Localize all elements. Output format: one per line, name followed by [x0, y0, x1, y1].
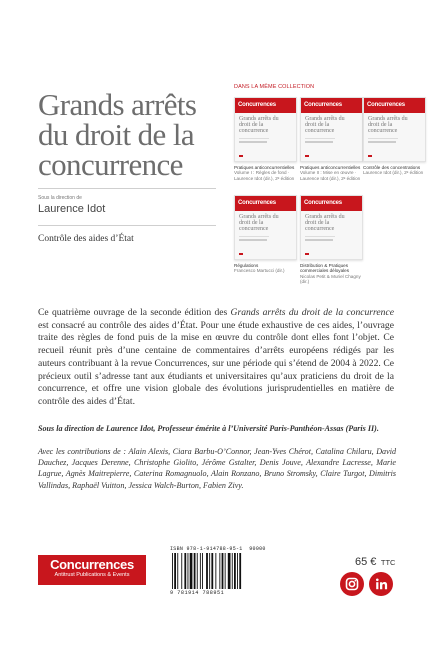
cover-rule [305, 141, 333, 143]
cover-rule [239, 141, 267, 143]
book-caption [234, 165, 297, 181]
author-name: Laurence Idot [38, 203, 106, 215]
barcode-bars [170, 552, 266, 590]
cover-mark [305, 155, 309, 157]
contributors-list: Avec les contributions de : Alain Alexis, Ciara Barbu-O’Connor, Jean-Yves Chérot, Catalina Chilaru, David Dauchez, Jacques Derenne, Christophe Giolito, Jérôme Gstalter, Denis Jouve, Alexandre Lacresse, Marie Lagrue, Agnès Maitrepierre, Caterina Romagnuolo, Alain Ronzano, Bruno Stromsky, Claire Turgot, Dimitris Vallindas, Raphaël Vuitton, Jessica Walch-Burton, Fabien Zivy. [38, 447, 396, 490]
cover-rule [239, 236, 269, 237]
collection-book [234, 97, 297, 181]
barcode [170, 546, 266, 598]
publisher-tagline: Antitrust Publications & Events [54, 572, 130, 578]
book-caption-sub: Volume II : Mise en œuvre · Laurence Idot (dir.), 2ᵉ édition [300, 170, 361, 181]
cover-rule [239, 239, 267, 241]
price [355, 552, 395, 570]
book-caption-sub: Nicolas Petit & Muriel Chagny (dir.) [300, 273, 361, 285]
book-caption-sub: Francesco Martucci (dir.) [234, 268, 285, 274]
collection-book [363, 97, 426, 176]
book-cover [363, 97, 426, 162]
price-amount: 65 € [355, 556, 377, 568]
collection-book [300, 195, 363, 285]
book-caption [234, 263, 297, 274]
cover-logo: Concurrences [367, 102, 405, 108]
instagram-icon[interactable] [340, 572, 364, 596]
book-caption-sub: Laurence Idot (dir.), 2ᵉ édition [363, 170, 424, 176]
description-italic-title: Grands arrêts du droit de la concurrence [230, 307, 394, 318]
cover-rule [239, 138, 269, 139]
book-cover [234, 195, 297, 260]
cover-logo: Concurrences [238, 102, 276, 108]
cover-title: Grands arrêts du droit de la concurrence [368, 116, 408, 134]
divider [38, 225, 216, 226]
publisher-name: Concurrences [50, 557, 134, 572]
book-caption-title: Pratiques anticoncurrentielles [300, 165, 361, 170]
cover-logo: Concurrences [304, 102, 342, 108]
cover-mark [305, 253, 309, 255]
description-text: Ce quatrième ouvrage de la seconde édition des [38, 307, 231, 318]
book-title-line-2: du droit de la [38, 117, 195, 152]
book-cover [300, 97, 363, 162]
cover-rule [305, 138, 335, 139]
cover-rule [305, 236, 335, 237]
divider [38, 188, 216, 189]
cover-mark [239, 253, 243, 255]
book-caption [300, 263, 363, 285]
description-text: est consacré au contrôle des aides d’État. Pour une étude exhaustive de ces aides, l’ouvrage traite des règles de fond puis de la mise en œuvre du contrôle dont elles font l’objet. Ce recueil réunit près d’une centaine de commentaires d’arrêts européens rédigés par les auteurs contribuant à la revue Concurrences, sur une période qui s’étend de 2004 à 2022. Ce précieux outil s’adresse tant aux étudiants et universitaires qu’aux praticiens du droit de la concurrence, et offre une vision globale des évolutions jurisprudentielles en matière de contrôle des aides d’État. [38, 319, 394, 407]
cover-logo: Concurrences [238, 200, 276, 206]
book-caption-title: Distribution & Pratiques commerciales déloyales [300, 263, 350, 274]
description-paragraph [38, 307, 394, 409]
book-cover [234, 97, 297, 162]
barcode-digits: 9 781914 788951 [170, 590, 225, 596]
cover-mark [239, 155, 243, 157]
cover-title: Grands arrêts du droit de la concurrence [239, 214, 279, 232]
collection-label: DANS LA MÊME COLLECTION [234, 84, 315, 90]
collection-book [300, 97, 363, 181]
price-code: 90000 [249, 546, 266, 552]
volume-subject: Contrôle des aides d’État [38, 234, 134, 244]
direction-statement: Sous la direction de Laurence Idot, Professeur émérite à l’Université Paris-Panthéon-Assas (Paris II). [38, 424, 379, 433]
cover-logo: Concurrences [304, 200, 342, 206]
book-title-line-1: Grands arrêts [38, 87, 197, 122]
publisher-logo [38, 555, 146, 585]
linkedin-icon[interactable] [369, 572, 393, 596]
book-caption [363, 165, 426, 176]
book-caption [300, 165, 363, 181]
cover-title: Grands arrêts du droit de la concurrence [305, 116, 345, 134]
book-caption-sub: Volume I : Règles de fond · Laurence Idot (dir.), 2ᵉ édition [234, 170, 295, 181]
cover-title: Grands arrêts du droit de la concurrence [305, 214, 345, 232]
book-title [38, 87, 228, 182]
cover-mark [368, 155, 372, 157]
book-caption-title: Pratiques anticoncurrentielles [234, 165, 295, 170]
cover-rule [305, 239, 333, 241]
book-caption-title: Contrôle des concentrations [363, 165, 421, 170]
book-title-line-3: concurrence [38, 147, 183, 182]
book-caption-title: Régulations [234, 263, 259, 268]
direction-label: Sous la direction de [38, 195, 82, 201]
isbn-number: ISBN 978-1-914788-95-1 [170, 546, 243, 552]
collection-book [234, 195, 297, 274]
isbn-text [170, 546, 266, 552]
cover-rule [368, 141, 396, 143]
price-unit: TTC [380, 558, 396, 567]
cover-rule [368, 138, 398, 139]
cover-title: Grands arrêts du droit de la concurrence [239, 116, 279, 134]
book-cover [300, 195, 363, 260]
